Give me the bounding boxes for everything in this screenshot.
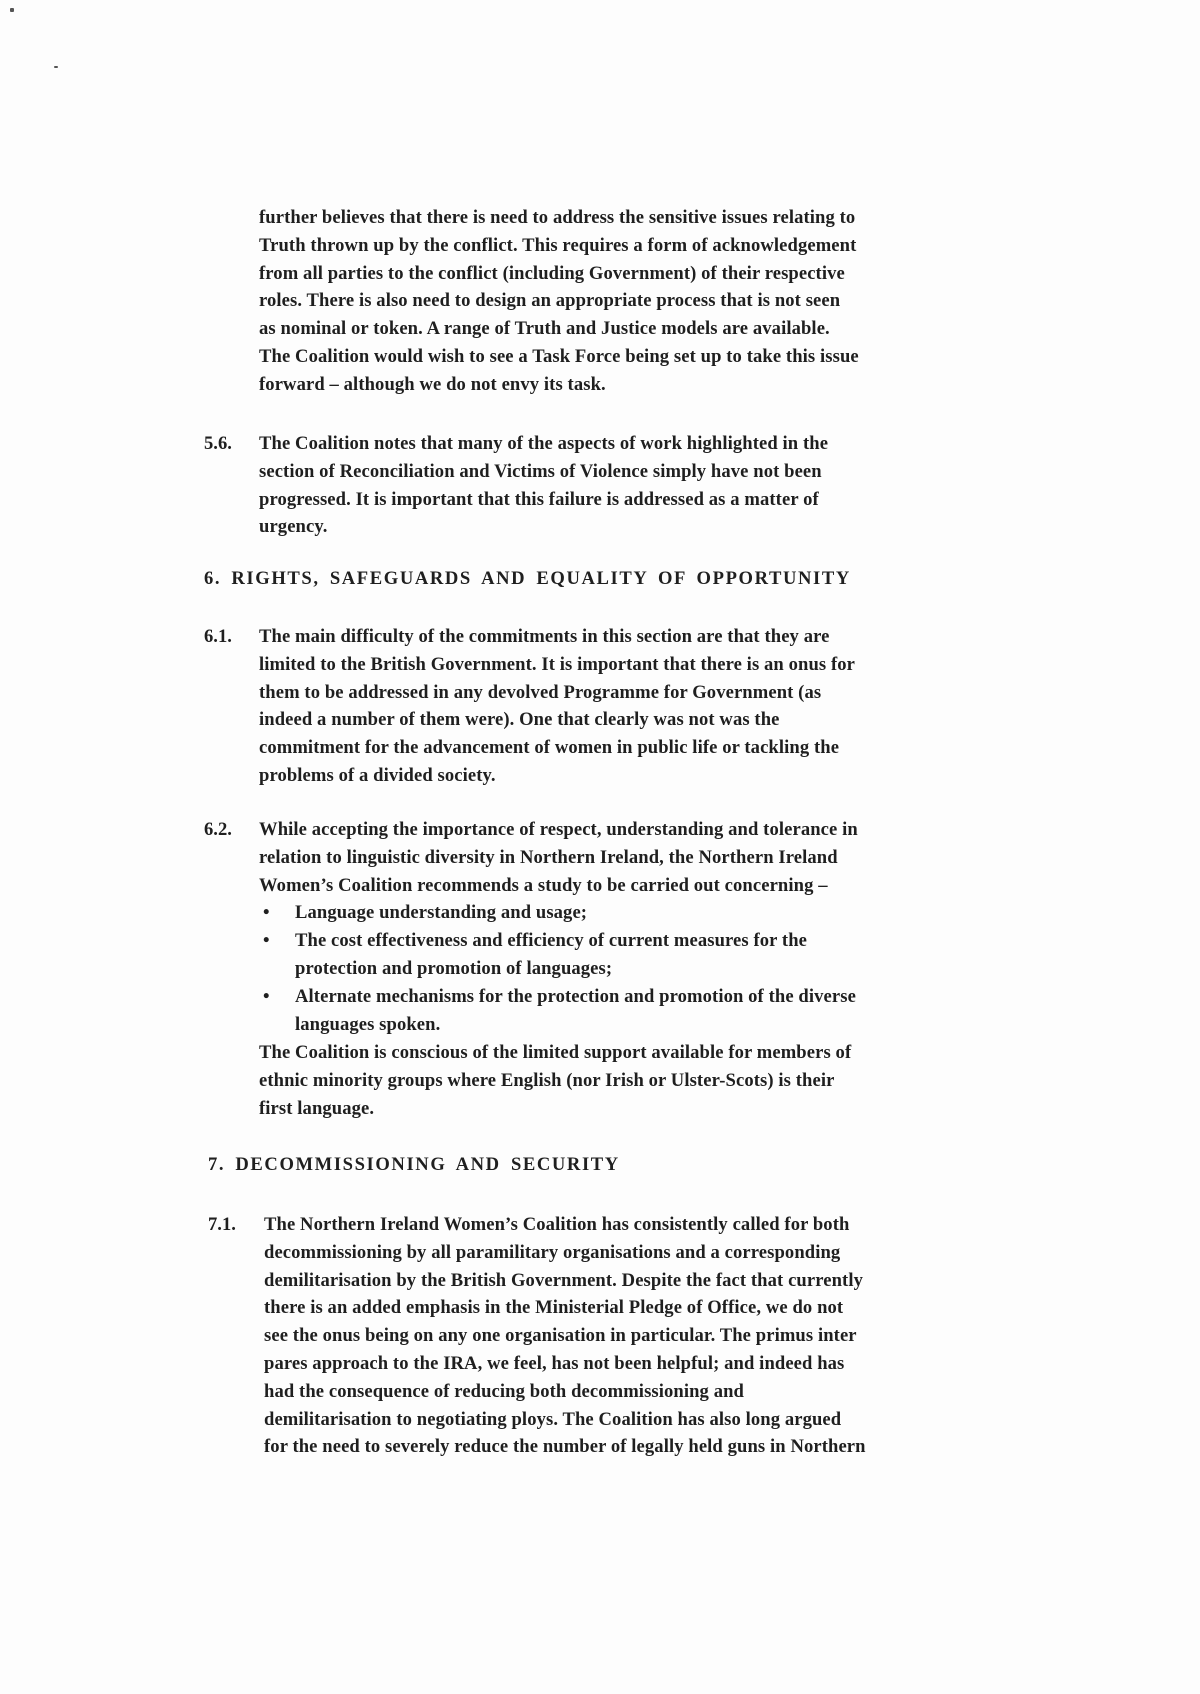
text-line: While accepting the importance of respect, understanding and tolerance in [259, 819, 858, 840]
paragraph-5-6 [259, 430, 828, 541]
paragraph-number: 6.2. [204, 819, 232, 840]
text-line: Language understanding and usage; [295, 902, 588, 923]
text-line: ethnic minority groups where English (nor Irish or Ulster-Scots) is their [259, 1069, 835, 1091]
bullet-item [295, 927, 807, 983]
text-line: commitment for the advancement of women in public life or tackling the [259, 737, 840, 759]
bullet-icon: • [263, 930, 270, 951]
text-line: The main difficulty of the commitments in this section are that they are [259, 626, 830, 647]
text-line: section of Reconciliation and Victims of Violence simply have not been [259, 460, 822, 482]
scan-speck [54, 66, 58, 68]
text-line: The Coalition would wish to see a Task Force being set up to take this issue [259, 345, 859, 367]
bullet-icon: • [263, 902, 270, 923]
text-line: The Coalition notes that many of the aspects of work highlighted in the [259, 433, 829, 454]
text-line: pares approach to the IRA, we feel, has not been helpful; and indeed has [264, 1352, 845, 1374]
text-line: Women’s Coalition recommends a study to be carried out concerning – [259, 874, 828, 896]
section-heading-6: 6. RIGHTS, SAFEGUARDS AND EQUALITY OF OPPORTUNITY [204, 568, 851, 589]
text-line: limited to the British Government. It is important that there is an onus for [259, 653, 856, 675]
text-line: Alternate mechanisms for the protection and promotion of the diverse [295, 986, 856, 1007]
text-line: had the consequence of reducing both decommissioning and [264, 1380, 744, 1402]
text-line: for the need to severely reduce the number of legally held guns in Northern [264, 1436, 866, 1458]
continuation-paragraph [259, 204, 859, 399]
text-line: demilitarisation to negotiating ploys. The Coalition has also long argued [264, 1408, 842, 1430]
text-line: see the onus being on any one organisation in particular. The primus inter [264, 1325, 857, 1347]
text-line: problems of a divided society. [259, 764, 496, 786]
text-line: The Northern Ireland Women’s Coalition has consistently called for both [264, 1214, 850, 1235]
text-line: as nominal or token. A range of Truth and Justice models are available. [259, 318, 830, 340]
scan-speck [10, 8, 14, 12]
text-line: The Coalition is conscious of the limited support available for members of [259, 1042, 852, 1063]
text-line: there is an added emphasis in the Ministerial Pledge of Office, we do not [264, 1297, 844, 1319]
text-line: forward – although we do not envy its task. [259, 373, 606, 395]
text-line: indeed a number of them were). One that clearly was not was the [259, 709, 780, 731]
text-line: decommissioning by all paramilitary organisations and a corresponding [264, 1241, 841, 1263]
bullet-icon: • [263, 986, 270, 1007]
text-line: progressed. It is important that this failure is addressed as a matter of [259, 488, 819, 510]
text-line: first language. [259, 1097, 375, 1119]
paragraph-6-2-closing [259, 1039, 851, 1122]
text-line: demilitarisation by the British Government. Despite the fact that currently [264, 1269, 863, 1291]
text-line: protection and promotion of languages; [295, 957, 613, 979]
paragraph-6-2-intro [259, 816, 858, 899]
paragraph-7-1 [264, 1211, 866, 1461]
text-line: languages spoken. [295, 1013, 441, 1035]
bullet-item [295, 899, 587, 927]
text-line: Truth thrown up by the conflict. This requires a form of acknowledgement [259, 234, 857, 256]
section-heading-7: 7. DECOMMISSIONING AND SECURITY [208, 1154, 620, 1175]
text-line: roles. There is also need to design an appropriate process that is not seen [259, 290, 841, 312]
paragraph-number: 5.6. [204, 433, 232, 454]
paragraph-6-1 [259, 623, 855, 790]
text-line: them to be addressed in any devolved Programme for Government (as [259, 681, 822, 703]
text-line: The cost effectiveness and efficiency of current measures for the [295, 930, 808, 951]
paragraph-number: 7.1. [208, 1214, 236, 1235]
paragraph-number: 6.1. [204, 626, 232, 647]
text-line: relation to linguistic diversity in Northern Ireland, the Northern Ireland [259, 846, 838, 868]
text-line: from all parties to the conflict (including Government) of their respective [259, 262, 845, 284]
text-line: urgency. [259, 516, 328, 538]
text-line: further believes that there is need to address the sensitive issues relating to [259, 207, 856, 228]
bullet-item [295, 983, 856, 1039]
